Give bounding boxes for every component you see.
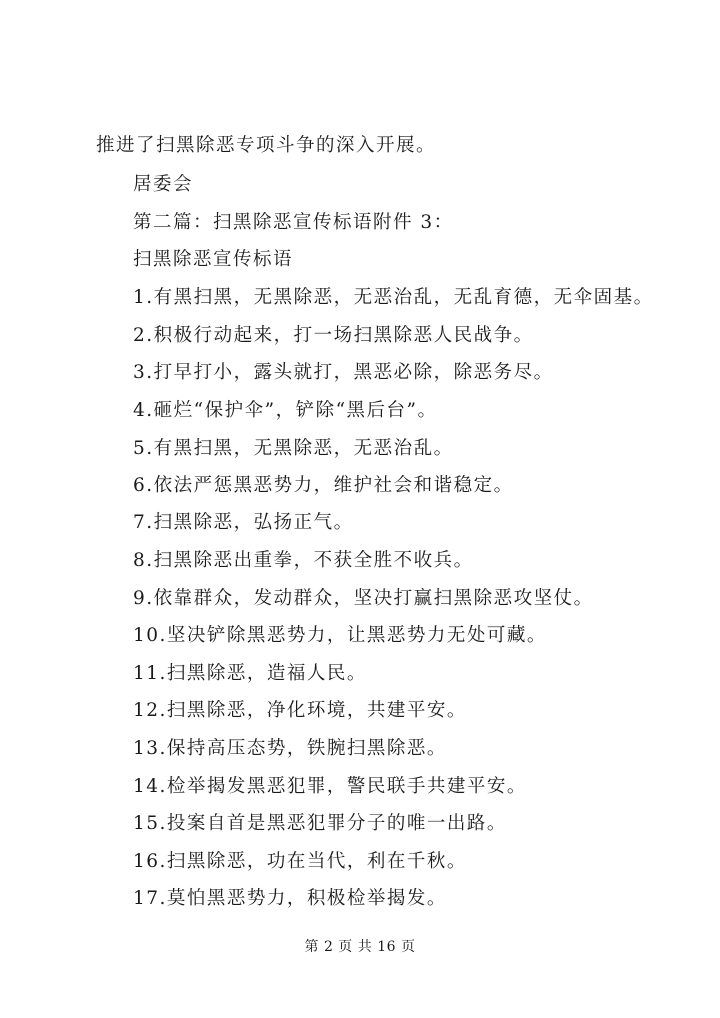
document-title: 扫黑除恶宣传标语 bbox=[133, 249, 294, 270]
slogan-item-4: 4.砸烂“保护伞”，铲除“黑后台”。 bbox=[133, 400, 438, 421]
slogan-item-6: 6.依法严惩黑恶势力，维护社会和谐稳定。 bbox=[133, 475, 514, 496]
slogan-item-9: 9.依靠群众，发动群众，坚决打赢扫黑除恶攻坚仗。 bbox=[133, 588, 594, 609]
slogan-item-10: 10.坚决铲除黑恶势力，让黑恶势力无处可藏。 bbox=[133, 625, 547, 646]
section-heading: 第二篇：扫黑除恶宣传标语附件 3： bbox=[133, 212, 454, 233]
slogan-item-1: 1.有黑扫黑，无黑除恶，无恶治乱，无乱育德，无伞固基。 bbox=[133, 287, 654, 308]
slogan-item-14: 14.检举揭发黑恶犯罪，警民联手共建平安。 bbox=[133, 776, 527, 797]
paragraph-continuation: 推进了扫黑除恶专项斗争的深入开展。 bbox=[96, 135, 437, 156]
slogan-item-13: 13.保持高压态势，铁腕扫黑除恶。 bbox=[133, 738, 447, 759]
slogan-item-7: 7.扫黑除恶，弘扬正气。 bbox=[133, 512, 354, 533]
slogan-item-5: 5.有黑扫黑，无黑除恶，无恶治乱。 bbox=[133, 438, 454, 459]
slogan-item-12: 12.扫黑除恶，净化环境，共建平安。 bbox=[133, 700, 467, 721]
slogan-item-8: 8.扫黑除恶出重拳，不获全胜不收兵。 bbox=[133, 550, 474, 571]
slogan-item-17: 17.莫怕黑恶势力，积极检举揭发。 bbox=[133, 888, 447, 909]
signature-line: 居委会 bbox=[133, 174, 194, 195]
slogan-item-2: 2.积极行动起来，打一场扫黑除恶人民战争。 bbox=[133, 325, 534, 346]
slogan-item-15: 15.投案自首是黑恶犯罪分子的唯一出路。 bbox=[133, 813, 507, 834]
slogan-item-11: 11.扫黑除恶，造福人民。 bbox=[133, 663, 367, 684]
page-number-footer: 第 2 页 共 16 页 bbox=[304, 939, 416, 955]
slogan-item-16: 16.扫黑除恶，功在当代，利在千秋。 bbox=[133, 851, 467, 872]
slogan-item-3: 3.打早打小，露头就打，黑恶必除，除恶务尽。 bbox=[133, 362, 554, 383]
